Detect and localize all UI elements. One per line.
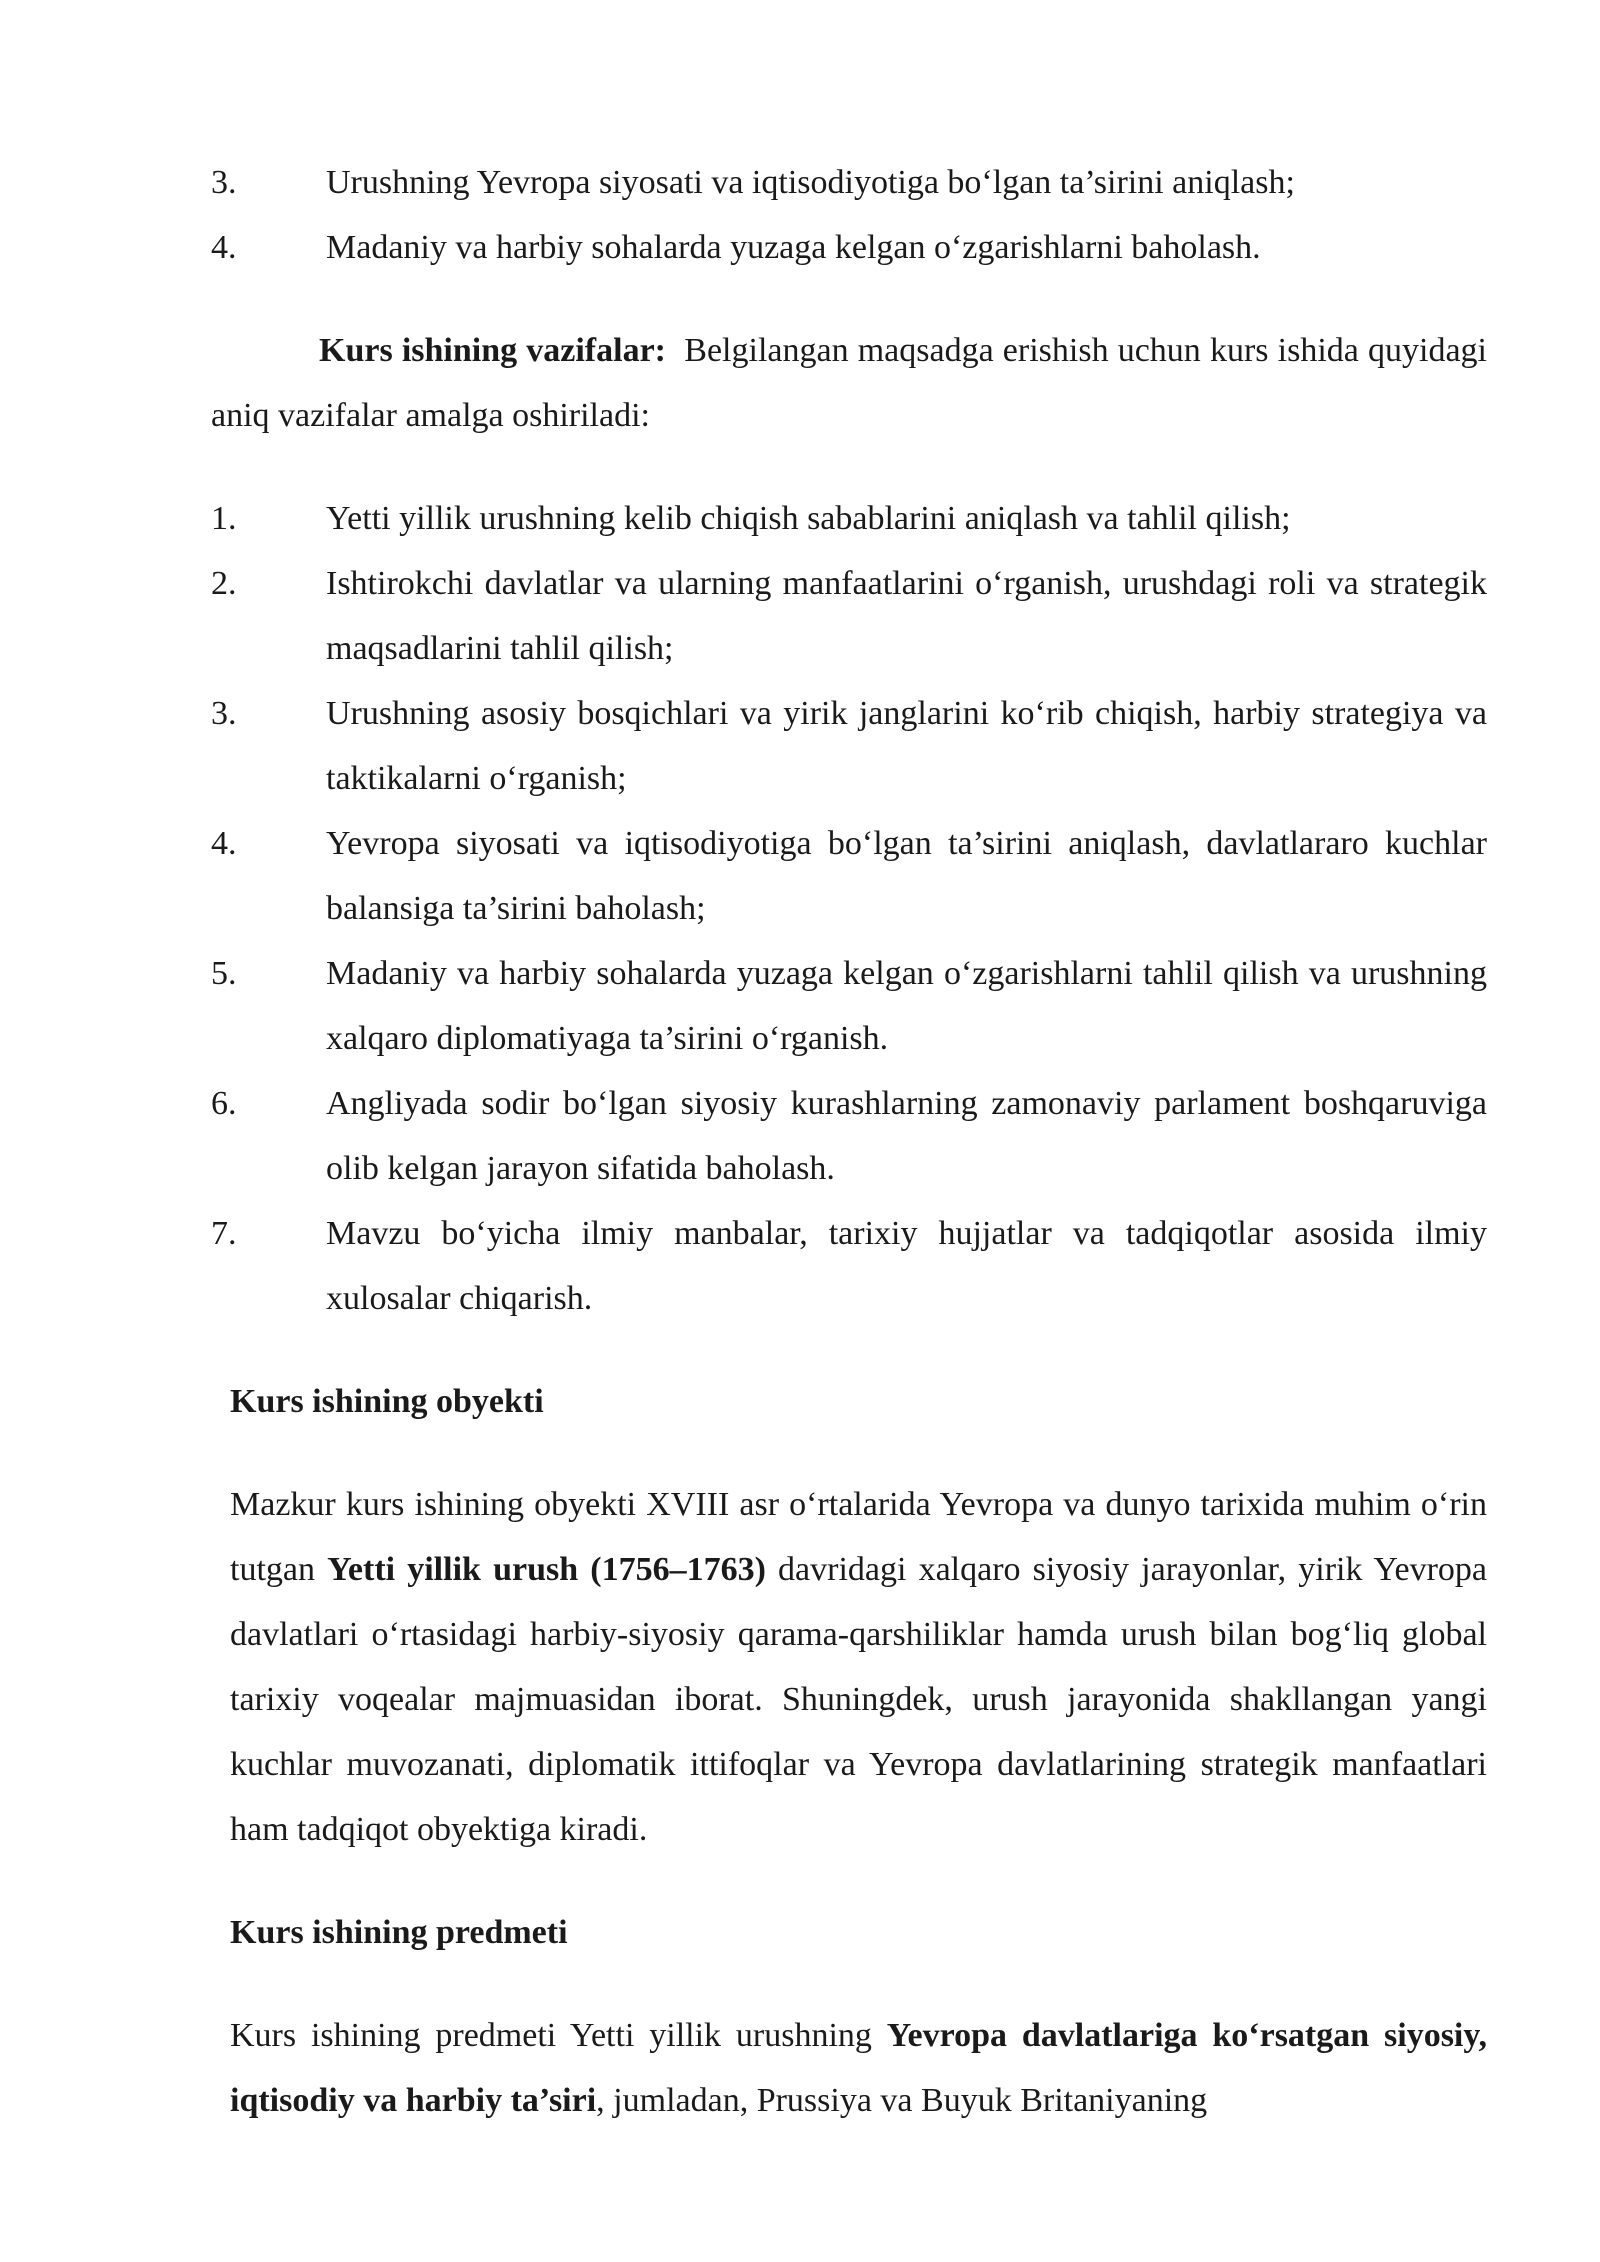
list-item-text: Madaniy va harbiy sohalarda yuzaga kelgan o‘zgarishlarni baholash.	[326, 229, 1261, 266]
list-item-number: 5.	[211, 955, 237, 992]
list-item	[211, 1201, 1487, 1331]
list-item-text: Ishtirokchi davlatlar va ularning manfaatlarini o‘rganish, urushdagi roli va strategik maqsadlarini tahlil qilish;	[326, 565, 1487, 667]
list-item	[211, 1071, 1487, 1201]
list-item	[211, 681, 1487, 811]
list-item-text: Mavzu bo‘yicha ilmiy manbalar, tarixiy hujjatlar va tadqiqotlar asosida ilmiy xulosalar chiqarish.	[326, 1215, 1487, 1317]
list-item	[211, 551, 1487, 681]
list-item	[211, 150, 1487, 215]
list-item-number: 3.	[211, 164, 237, 201]
list-item-text: Urushning asosiy bosqichlari va yirik janglarini ko‘rib chiqish, harbiy strategiya va taktikalarni o‘rganish;	[326, 695, 1487, 797]
list-item	[211, 811, 1487, 941]
list-item-text: Yetti yillik urushning kelib chiqish sabablarini aniqlash va tahlil qilish;	[326, 500, 1291, 537]
list-item-number: 4.	[211, 229, 237, 266]
list-item-text: Urushning Yevropa siyosati va iqtisodiyotiga bo‘lgan ta’sirini aniqlash;	[326, 164, 1295, 201]
list-item	[211, 215, 1487, 280]
list-item	[211, 486, 1487, 551]
object-text-before: Mazkur kurs ishining obyekti XVIII asr o‘rtalarida Yevropa va dunyo tarixida muhim o‘rin tutgan	[230, 1486, 1487, 1588]
list-item-text: Yevropa siyosati va iqtisodiyotiga bo‘lgan ta’sirini aniqlash, davlatlararo kuchlar balansiga ta’sirini baholash;	[326, 825, 1487, 927]
list-item-number: 1.	[211, 500, 237, 537]
tasks-list	[211, 486, 1487, 1331]
tasks-intro-text: Belgilangan maqsadga erishish uchun kurs ishida quyidagi aniq vazifalar amalga oshiriladi:	[211, 332, 1487, 434]
object-text-bold: Yetti yillik urush (1756–1763)	[327, 1551, 766, 1588]
list-item-number: 7.	[211, 1215, 237, 1252]
subject-paragraph	[230, 2003, 1487, 2133]
subject-text-bold: Yevropa davlatlariga ko‘rsatgan siyosiy, iqtisodiy va harbiy ta’siri	[230, 2017, 1488, 2119]
object-heading: Kurs ishining obyekti	[230, 1383, 544, 1420]
list-item-text: Angliyada sodir bo‘lgan siyosiy kurashlarning zamonaviy parlament boshqaruviga olib kelgan jarayon sifatida baholash.	[326, 1085, 1487, 1187]
list-item	[211, 941, 1487, 1071]
subject-text-after: , jumladan, Prussiya va Buyuk Britaniyaning	[596, 2082, 1208, 2119]
tasks-label: Kurs ishining vazifalar:	[319, 332, 666, 369]
goals-list-continued	[211, 150, 1487, 280]
subject-text-before: Kurs ishining predmeti Yetti yillik urushning	[230, 2017, 887, 2054]
subject-heading: Kurs ishining predmeti	[230, 1914, 568, 1951]
object-paragraph	[230, 1472, 1487, 1862]
tasks-intro-paragraph	[211, 318, 1487, 448]
list-item-number: 2.	[211, 565, 237, 602]
list-item-number: 3.	[211, 695, 237, 732]
list-item-number: 6.	[211, 1085, 237, 1122]
list-item-text: Madaniy va harbiy sohalarda yuzaga kelgan o‘zgarishlarni tahlil qilish va urushning xalqaro diplomatiyaga ta’sirini o‘rganish.	[326, 955, 1487, 1057]
list-item-number: 4.	[211, 825, 237, 862]
object-text-after: davridagi xalqaro siyosiy jarayonlar, yirik Yevropa davlatlari o‘rtasidagi harbiy-siyosiy qarama-qarshiliklar hamda urush bilan bog‘liq global tarixiy voqealar majmuasidan iborat. Shuningdek, urush jarayonida shakllangan yangi kuchlar muvozanati, diplomatik ittifoqlar va Yevropa davlatlarining strategik manfaatlari ham tadqiqot obyektiga kiradi.	[230, 1551, 1487, 1848]
page-content	[211, 150, 1487, 2133]
